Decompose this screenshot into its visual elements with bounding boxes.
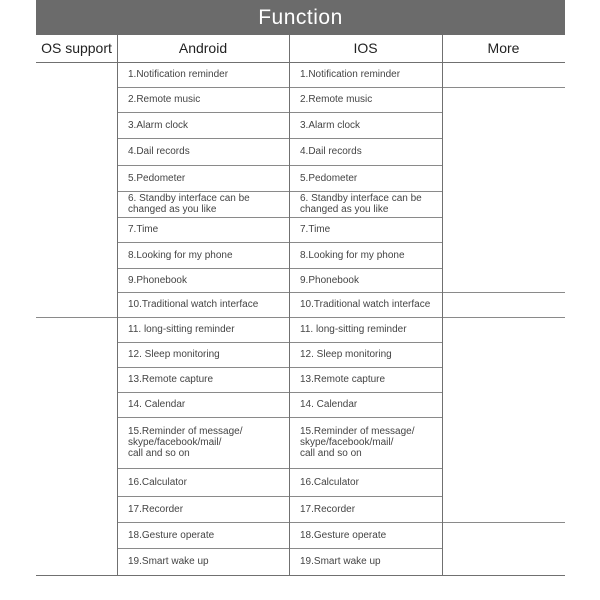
ios-feature-cell: 16.Calculator (300, 476, 359, 488)
grid-line (117, 191, 442, 192)
android-feature-cell: 1.Notification reminder (128, 69, 229, 80)
grid-line (117, 165, 442, 166)
grid-line (442, 87, 565, 88)
grid-line (117, 292, 442, 293)
android-feature-cell: 8.Looking for my phone (128, 249, 233, 261)
grid-line (117, 417, 442, 418)
ios-feature-cell: 3.Alarm clock (300, 119, 361, 131)
table-title: Function (36, 0, 565, 35)
android-feature-cell: 3.Alarm clock (128, 119, 189, 131)
ios-feature-cell: 13.Remote capture (300, 374, 386, 385)
grid-line (442, 317, 565, 318)
ios-feature-cell: 8.Looking for my phone (300, 249, 405, 261)
grid-line (442, 35, 443, 576)
ios-feature-cell: 18.Gesture operate (300, 529, 387, 541)
header-ios: IOS (353, 40, 378, 56)
android-feature-cell: 16.Calculator (128, 476, 187, 488)
ios-feature-cell: 12. Sleep monitoring (300, 349, 392, 360)
ios-feature-cell: 6. Standby interface can be changed as you like (300, 193, 422, 215)
android-feature-cell: 2.Remote music (128, 94, 201, 105)
grid-line (36, 575, 565, 576)
header-more: More (487, 40, 520, 56)
android-feature-cell: 7.Time (128, 224, 159, 235)
grid-line (117, 87, 442, 88)
android-feature-cell: 15.Reminder of message/ skype/facebook/mail/ call and so on (128, 426, 243, 459)
header-os-support: OS support (41, 40, 112, 56)
grid-line (117, 342, 442, 343)
ios-feature-cell: 7.Time (300, 224, 331, 235)
android-feature-cell: 6. Standby interface can be changed as you like (128, 193, 250, 215)
grid-line (36, 317, 117, 318)
grid-line (442, 522, 565, 523)
grid-line (117, 217, 442, 218)
android-feature-cell: 5.Pedometer (128, 172, 186, 184)
ios-feature-cell: 5.Pedometer (300, 172, 358, 184)
grid-line (117, 138, 442, 139)
grid-line (117, 112, 442, 113)
header-android: Android (178, 40, 228, 56)
ios-feature-cell: 14. Calendar (300, 399, 358, 410)
grid-line (117, 468, 442, 469)
android-feature-cell: 19.Smart wake up (128, 556, 209, 567)
grid-line (289, 35, 290, 576)
grid-line (36, 62, 565, 63)
grid-line (117, 548, 442, 549)
grid-line (117, 242, 442, 243)
android-feature-cell: 11. long-sitting reminder (128, 324, 235, 335)
android-feature-cell: 17.Recorder (128, 503, 184, 515)
grid-line (117, 522, 442, 523)
ios-feature-cell: 4.Dail records (300, 146, 362, 157)
grid-line (117, 392, 442, 393)
ios-feature-cell: 15.Reminder of message/ skype/facebook/mail/ call and so on (300, 426, 415, 459)
grid-line (442, 292, 565, 293)
grid-line (117, 496, 442, 497)
android-feature-cell: 18.Gesture operate (128, 529, 215, 541)
android-feature-cell: 12. Sleep monitoring (128, 349, 220, 360)
ios-feature-cell: 9.Phonebook (300, 274, 359, 286)
grid-line (117, 35, 118, 576)
ios-feature-cell: 19.Smart wake up (300, 556, 381, 567)
android-feature-cell: 4.Dail records (128, 146, 190, 157)
ios-feature-cell: 2.Remote music (300, 94, 373, 105)
android-feature-cell: 14. Calendar (128, 399, 186, 410)
android-feature-cell: 13.Remote capture (128, 374, 214, 385)
function-table (36, 0, 565, 576)
ios-feature-cell: 10.Traditional watch interface (300, 299, 431, 310)
grid-line (117, 317, 442, 318)
ios-feature-cell: 17.Recorder (300, 503, 356, 515)
ios-feature-cell: 11. long-sitting reminder (300, 324, 407, 335)
grid-line (117, 268, 442, 269)
android-feature-cell: 10.Traditional watch interface (128, 299, 259, 310)
ios-feature-cell: 1.Notification reminder (300, 69, 401, 80)
grid-line (117, 367, 442, 368)
android-feature-cell: 9.Phonebook (128, 274, 187, 286)
